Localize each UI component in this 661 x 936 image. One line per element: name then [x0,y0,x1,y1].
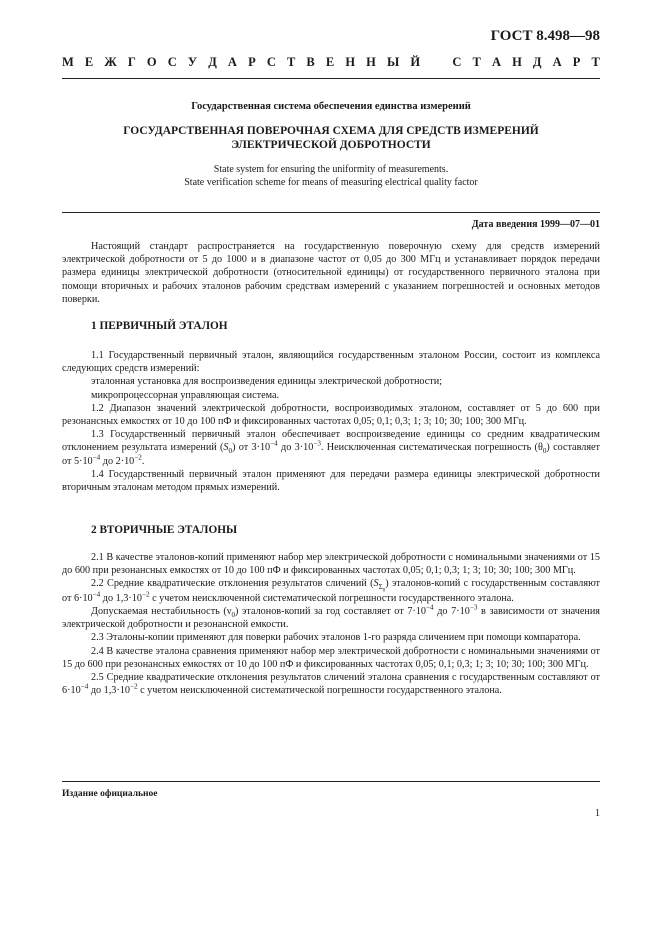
banner-letter: О [146,55,157,69]
banner-letter: В [306,55,315,69]
banner-letter: У [187,55,198,69]
banner-gap [431,55,441,70]
list-item: эталонная установка для воспроизведения единицы электрической добротности; [91,376,443,388]
title-line: ЭЛЕКТРИЧЕСКОЙ ДОБРОТНОСТИ [231,139,431,151]
page-number: 1 [595,808,600,819]
text: . [141,455,145,467]
text: 2.5 Средние квадратические отклонения результатов сличений эталона сравнения с государственным составляют от 6·10 [62,672,600,697]
banner-letter: Н [512,55,522,69]
effective-date: Дата введения 1999—07—01 [471,219,600,230]
paragraph-2-1: 2.1 В качестве эталонов-копий применяют набор мер электрической добротности с номинальными значениями от 15 до 600 при резонансных емкостях от 10 до 100 пФ и фиксированных частотах 0,05; 0,1; 0,3; 1; 3; 10; 30; 100; 300 МГц. [62,552,600,577]
paragraph-1-1: 1.1 Государственный первичный эталон, являющийся государственным эталоном России, состоит из комплекса следующих средств измерений: [62,350,600,375]
text: с учетом неисключенной систематической погрешности государственного эталона. [137,685,502,697]
paragraph-2-2 [62,577,600,605]
interstate-standard-banner [62,55,600,70]
paragraph-1-4: 1.4 Государственный первичный эталон применяют для передачи размера единицы электрической добротности вторичным эталонам методом прямых измерений. [62,468,600,494]
banner-letter: М [62,55,74,69]
text: ) эталонов-копий за год составляет от 7·10 [235,606,426,618]
exponent: −3 [469,603,478,612]
banner-letter: Т [591,55,600,69]
banner-letter: Н [366,55,376,69]
text: до 1,3·10 [88,685,130,697]
symbol: S [373,578,379,590]
paragraph-instability [62,605,600,631]
subscript: 0 [231,611,235,620]
paragraph: Настоящий стандарт распространяется на государственную поверочную схему для средств измерений электрической добротности от 5 до 1000 и в диапазоне частот от 0,05 до 300 МГц и устанавливает порядок передачи размера единицы электрической добротности (относительной единицы) от государственного первичного эталона при помощи вторичных и рабочих эталонов рабочим средствам измерений с указанием погрешностей и основных методов поверки. [62,241,600,305]
banner-letter: Р [248,55,256,69]
exponent: −4 [92,590,101,599]
banner-letter: А [491,55,501,69]
exponent: −4 [92,453,101,462]
paragraph-2-3: 2.3 Эталоны-копии применяют для поверки рабочих эталонов 1-го разряда сличением при помощи компаратора. [91,632,581,644]
banner-letter: Е [325,55,335,69]
section-1-heading: 1 ПЕРВИЧНЫЙ ЭТАЛОН [91,320,228,332]
subscript: 0 [542,447,547,456]
banner-letter: Г [127,55,136,69]
header-rule [62,78,600,79]
edition-label: Издание официальное [62,789,158,799]
exponent: −3 [313,440,321,449]
document-title [62,124,600,152]
banner-letter: А [227,55,237,69]
exponent: −4 [80,682,89,691]
exponent: −4 [426,603,434,612]
banner-letter: Р [572,55,581,69]
banner-letter: Й [410,55,421,69]
footer-rule [62,781,600,782]
banner-letter: С [266,55,276,69]
text: ) от 3·10 [232,442,271,454]
subscript-sigma: Σ [378,583,383,592]
banner-letter: Ж [104,55,117,69]
subscript: 0 [228,447,233,456]
banner-letter: Д [208,55,217,69]
text: Допускаемая нестабильность (ν [91,606,232,618]
english-title-line: State system for ensuring the uniformity of measurements. [213,164,449,175]
text: с учетом неисключенной систематической погрешности государственного эталона. [149,592,514,604]
exponent: −2 [129,682,138,691]
banner-letter: Д [532,55,542,69]
banner-letter: А [552,55,562,69]
section-1-body [62,349,600,494]
banner-letter: Т [472,55,481,69]
subscript-index: 0 [382,588,386,594]
list-item: микропроцессорная управляющая система. [91,389,280,401]
title-line: ГОСУДАРСТВЕННАЯ ПОВЕРОЧНАЯ СХЕМА ДЛЯ СРЕДСТВ ИЗМЕРЕНИЙ [123,125,539,137]
text: в зависимости от значения электрической добротности и резонансной емкости. [62,606,600,631]
section-2-body [62,551,600,697]
english-title-line: State verification scheme for means of measuring electrical quality factor [184,177,478,188]
banner-letter: С [167,55,177,69]
english-title [62,163,600,189]
text: . Неисключенная систематическая погрешность (θ [320,442,543,454]
text: до 2·10 [100,455,135,467]
text: 2.2 Средние квадратические отклонения результатов сличений ( [91,578,374,590]
paragraph-1-2: 1.2 Диапазон значений электрической добротности, воспроизводимых эталоном, составляет от 5 до 600 при резонансных емкостях от 10 до 100 пФ и фиксированных частотах 0,05; 0,1; 0,3; 1; 3; 10; 30; 100; 300 МГц. [62,402,600,428]
exponent: −4 [270,440,278,449]
text: 1.3 Государственный первичный эталон обеспечивает воспроизведение единицы со средним квадратическим отклонением результата измерений ( [62,429,600,454]
paragraph-2-4: 2.4 В качестве эталона сравнения применяют набор мер электрической добротности с номинальными значениями от 15 до 600 при резонансных емкостях от 10 до 100 пФ и фиксированных частотах 0,05; 0,1; 0,3; 1; 3; 10; 30; 100; 300 МГц. [62,645,600,670]
text: до 3·10 [277,442,314,454]
banner-letter: Т [286,55,296,69]
banner-letter: Ы [387,55,400,69]
exponent: −2 [141,590,150,599]
symbol: S [223,442,229,454]
system-name: Государственная система обеспечения единства измерений [191,101,471,112]
text: ) эталонов-копий с государственным составляют от 6·10 [62,578,600,604]
banner-letter: Н [345,55,356,69]
standard-code: ГОСТ 8.498—98 [490,28,600,44]
paragraph-1-3 [62,428,600,468]
paragraph-2-5 [62,671,600,697]
banner-letter: Е [84,55,94,69]
title-rule [62,212,600,213]
banner-letter: С [452,55,462,69]
section-2-heading: 2 ВТОРИЧНЫЕ ЭТАЛОНЫ [91,524,238,536]
intro-paragraph [62,240,600,306]
text: до 7·10 [433,606,470,618]
exponent: −2 [134,453,142,462]
text: ) составляет от 5·10 [62,442,600,467]
text: до 1,3·10 [100,592,142,604]
